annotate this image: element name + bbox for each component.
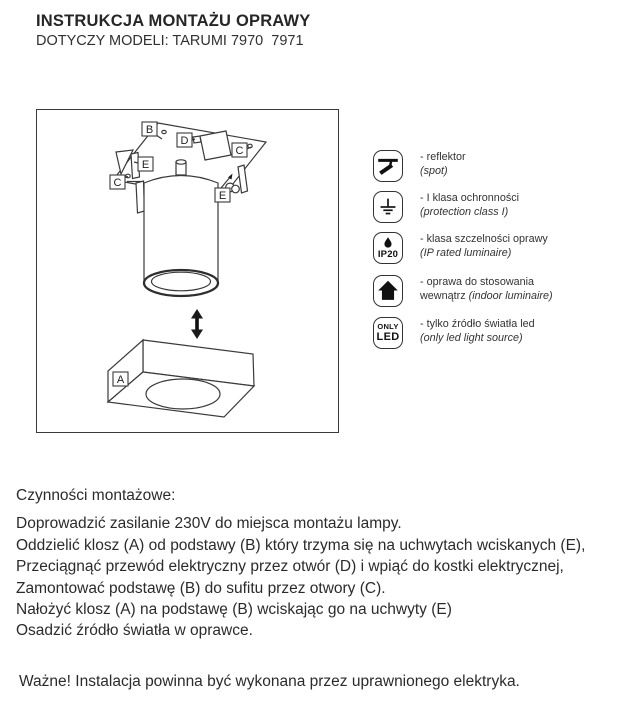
- ip-rating-text: IP20: [377, 249, 399, 260]
- only-led-icon: ONLY LED: [373, 317, 403, 349]
- fixture-diagram-frame: [36, 109, 339, 433]
- assembly-arrow: [191, 309, 203, 339]
- label-E-right: E: [218, 190, 227, 202]
- instruction-line: Przeciągnąć przewód elektryczny przez otwór (D) i wpiąć do kostki elektrycznej,: [16, 558, 564, 576]
- legend-row-spot: [373, 150, 618, 190]
- legend-text-only-led: - tylko źródło światła led (only led light source): [420, 318, 535, 344]
- assembly-instructions: [16, 485, 585, 642]
- ip-rating-icon: [373, 232, 403, 264]
- legend-row-only-led: [373, 317, 618, 357]
- protection-class-icon: [373, 191, 403, 223]
- legend-text-ip-rating: - klasa szczelności oprawy (IP rated luminaire): [420, 233, 548, 259]
- indoor-luminaire-icon: [373, 275, 403, 307]
- warning-note: Ważne! Instalacja powinna być wykonana przez uprawnionego elektryka.: [19, 673, 520, 690]
- legend-row-protection-class: [373, 191, 618, 231]
- legend-text-protection-class: - I klasa ochronności (protection class I): [420, 192, 520, 218]
- instruction-line: Osadzić źródło światła w oprawce.: [16, 622, 253, 640]
- instruction-line: Zamontować podstawę (B) do sufitu przez otwory (C).: [16, 579, 386, 597]
- instruction-line: Oddzielić klosz (A) od podstawy (B) który trzyma się na uchwytach wciskanych (E),: [16, 536, 586, 554]
- label-C-left: C: [113, 177, 122, 189]
- fixture-diagram: [37, 110, 338, 432]
- label-E-left: E: [141, 159, 150, 171]
- instruction-line: Nałożyć klosz (A) na podstawę (B) wciskając go na uchwyty (E): [16, 601, 452, 619]
- label-A: A: [116, 374, 125, 386]
- legend-row-ip-rating: [373, 232, 618, 272]
- legend-text-indoor: - oprawa do stosowania wewnątrz (indoor luminaire): [420, 276, 553, 302]
- label-B: B: [145, 124, 154, 136]
- diffuser-box: [108, 340, 254, 417]
- spot-icon: [373, 150, 403, 182]
- label-D: D: [180, 135, 189, 147]
- page-title: INSTRUKCJA MONTAŻU OPRAWY: [36, 12, 311, 30]
- legend-row-indoor: [373, 275, 618, 315]
- instruction-line: Doprowadzić zasilanie 230V do miejsca montażu lampy.: [16, 515, 402, 533]
- legend-text-spot: - reflektor (spot): [420, 151, 466, 177]
- model-subtitle: DOTYCZY MODELI: TARUMI 7970 7971: [36, 33, 304, 49]
- instructions-heading: Czynności montażowe:: [16, 487, 176, 504]
- label-C-right: C: [235, 145, 244, 157]
